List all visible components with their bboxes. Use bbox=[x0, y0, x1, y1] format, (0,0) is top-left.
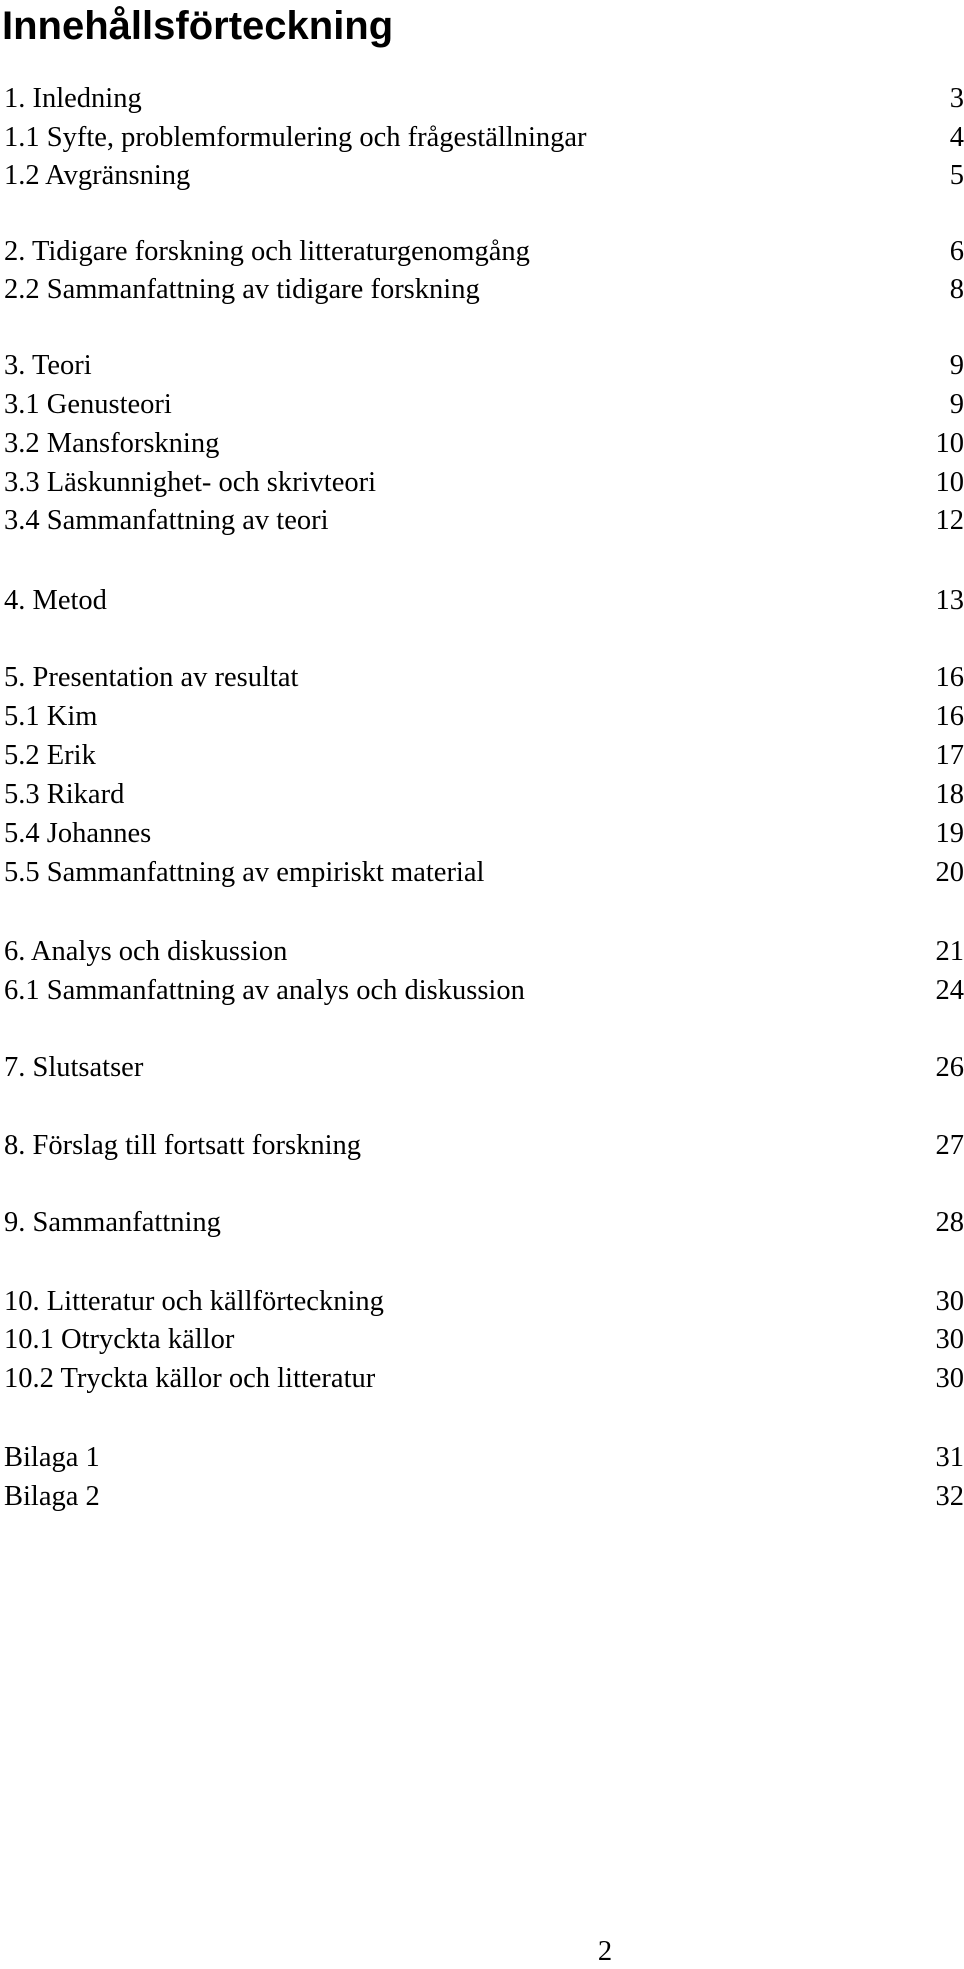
toc-entry-page: 10 bbox=[935, 428, 964, 459]
toc-entry bbox=[4, 1360, 964, 1398]
toc-entry-label: 3.3 Läskunnighet- och skrivteori bbox=[4, 467, 377, 498]
toc-entry-page: 27 bbox=[935, 1130, 964, 1161]
toc-entry bbox=[4, 815, 964, 853]
toc-entry-page: 8 bbox=[949, 274, 964, 305]
toc-entry-label: 10.2 Tryckta källor och litteratur bbox=[4, 1363, 376, 1394]
toc-entry-page: 12 bbox=[935, 505, 964, 536]
page-title: Innehållsförteckning bbox=[2, 4, 394, 48]
page-number: 2 bbox=[597, 1936, 613, 1967]
toc-entry-label: 10.1 Otryckta källor bbox=[4, 1324, 235, 1355]
toc-entry-label: 3.1 Genusteori bbox=[4, 389, 172, 420]
toc-entry-page: 30 bbox=[935, 1324, 964, 1355]
toc-entry-label: 3. Teori bbox=[4, 350, 92, 381]
toc-entry bbox=[4, 1127, 964, 1165]
toc-entry-label: 5.4 Johannes bbox=[4, 818, 152, 849]
toc-entry bbox=[4, 119, 964, 157]
toc-entry bbox=[4, 1283, 964, 1321]
toc-entry-page: 3 bbox=[949, 83, 964, 114]
toc-entry-label: 7. Slutsatser bbox=[4, 1052, 144, 1083]
toc-entry bbox=[4, 1321, 964, 1359]
toc-entry-page: 28 bbox=[935, 1207, 964, 1238]
toc-entry-label: 4. Metod bbox=[4, 585, 107, 616]
toc-entry bbox=[4, 659, 964, 697]
toc-entry-label: 5.5 Sammanfattning av empiriskt material bbox=[4, 857, 485, 888]
toc-entry-page: 9 bbox=[949, 350, 964, 381]
toc-entry-page: 20 bbox=[935, 857, 964, 888]
toc-entry-page: 30 bbox=[935, 1286, 964, 1317]
toc-entry-label: 5. Presentation av resultat bbox=[4, 662, 299, 693]
toc-entry-label: 5.3 Rikard bbox=[4, 779, 125, 810]
toc-entry-label: 8. Förslag till fortsatt forskning bbox=[4, 1130, 362, 1161]
toc-entry bbox=[4, 854, 964, 892]
toc-entry-label: 10. Litteratur och källförteckning bbox=[4, 1286, 384, 1317]
toc-entry-page: 13 bbox=[935, 585, 964, 616]
toc-entry-label: 1.2 Avgränsning bbox=[4, 160, 191, 191]
toc-entry-page: 32 bbox=[935, 1481, 964, 1512]
toc-entry-page: 16 bbox=[935, 662, 964, 693]
toc-entry bbox=[4, 386, 964, 424]
toc-entry-label: 5.1 Kim bbox=[4, 701, 98, 732]
toc-entry-page: 16 bbox=[935, 701, 964, 732]
toc-entry bbox=[4, 1049, 964, 1087]
toc-entry-label: Bilaga 2 bbox=[4, 1481, 100, 1512]
toc-entry bbox=[4, 157, 964, 195]
toc-entry-label: 6.1 Sammanfattning av analys och diskussion bbox=[4, 975, 525, 1006]
toc-entry bbox=[4, 698, 964, 736]
toc-entry bbox=[4, 1439, 964, 1477]
toc-entry bbox=[4, 425, 964, 463]
toc-entry-label: 5.2 Erik bbox=[4, 740, 96, 771]
toc-entry-page: 9 bbox=[949, 389, 964, 420]
toc-entry-page: 10 bbox=[935, 467, 964, 498]
toc-entry bbox=[4, 502, 964, 540]
toc-entry bbox=[4, 1478, 964, 1516]
toc-entry-page: 6 bbox=[949, 236, 964, 267]
toc-entry-page: 18 bbox=[935, 779, 964, 810]
toc-entry-page: 5 bbox=[949, 160, 964, 191]
toc-entry-page: 31 bbox=[935, 1442, 964, 1473]
toc-entry-label: 9. Sammanfattning bbox=[4, 1207, 221, 1238]
toc-entry bbox=[4, 582, 964, 620]
toc-entry-label: 2. Tidigare forskning och litteraturgenomgång bbox=[4, 236, 530, 267]
toc-entry bbox=[4, 933, 964, 971]
toc-entry bbox=[4, 1204, 964, 1242]
toc-entry bbox=[4, 271, 964, 309]
toc-entry-label: 1. Inledning bbox=[4, 83, 142, 114]
toc-entry-page: 24 bbox=[935, 975, 964, 1006]
toc-entry bbox=[4, 776, 964, 814]
toc-entry-page: 4 bbox=[949, 122, 964, 153]
toc-entry-page: 30 bbox=[935, 1363, 964, 1394]
toc-entry bbox=[4, 737, 964, 775]
toc-entry-page: 26 bbox=[935, 1052, 964, 1083]
toc-entry-label: 6. Analys och diskussion bbox=[4, 936, 288, 967]
toc-entry-label: 2.2 Sammanfattning av tidigare forskning bbox=[4, 274, 480, 305]
toc-entry-label: 3.4 Sammanfattning av teori bbox=[4, 505, 329, 536]
toc-entry bbox=[4, 347, 964, 385]
toc-entry bbox=[4, 972, 964, 1010]
toc-entry bbox=[4, 464, 964, 502]
toc-entry-label: 1.1 Syfte, problemformulering och frågeställningar bbox=[4, 122, 587, 153]
toc-entry-page: 17 bbox=[935, 740, 964, 771]
toc-entry-label: 3.2 Mansforskning bbox=[4, 428, 220, 459]
toc-entry bbox=[4, 80, 964, 118]
toc-entry-label: Bilaga 1 bbox=[4, 1442, 100, 1473]
toc-entry bbox=[4, 233, 964, 271]
toc-entry-page: 19 bbox=[935, 818, 964, 849]
toc-entry-page: 21 bbox=[935, 936, 964, 967]
